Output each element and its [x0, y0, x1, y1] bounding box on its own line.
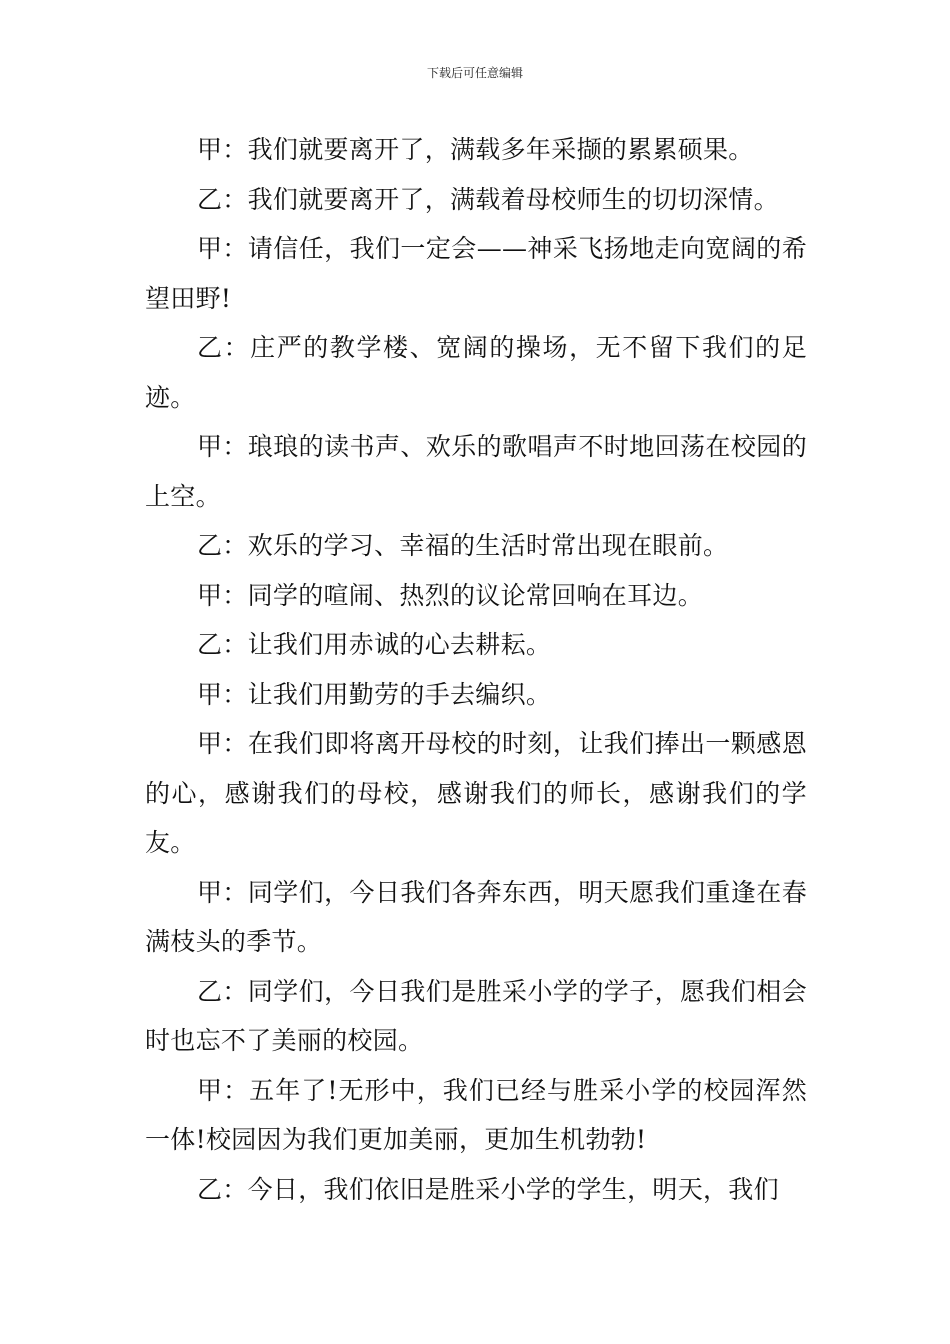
document-body: [145, 125, 807, 1214]
paragraph: 甲：我们就要离开了，满载多年采撷的累累硕果。: [197, 135, 754, 164]
paragraph: 甲：让我们用勤劳的手去编织。: [197, 679, 552, 709]
paragraph: 乙：欢乐的学习、幸福的生活时常出现在眼前。: [197, 531, 729, 560]
paragraph: 甲：在我们即将离开母校的时刻，让我们捧出一颗感恩的心，感谢我们的母校，感谢我们的师长，感谢我们的学友。: [145, 729, 807, 857]
paragraph: 甲：同学们，今日我们各奔东西，明天愿我们重逢在春满枝头的季节。: [145, 877, 807, 956]
paragraph: 乙：今日，我们依旧是胜采小学的学生，明天，我们: [197, 1174, 779, 1204]
paragraph: 乙：同学们，今日我们是胜采小学的学子，愿我们相会时也忘不了美丽的校园。: [145, 976, 807, 1055]
paragraph: 甲：琅琅的读书声、欢乐的歌唱声不时地回荡在校园的上空。: [145, 432, 807, 511]
paragraph: 乙：庄严的教学楼、宽阔的操场，无不留下我们的足迹。: [145, 333, 807, 412]
page-header-note: 下载后可任意编辑: [426, 66, 523, 80]
paragraph: 甲：请信任，我们一定会——神采飞扬地走向宽阔的希望田野!: [145, 234, 807, 313]
paragraph: 乙：让我们用赤诚的心去耕耘。: [197, 630, 552, 659]
paragraph: 甲：五年了!无形中，我们已经与胜采小学的校园浑然一体!校园因为我们更加美丽，更加生机勃勃!: [145, 1075, 807, 1154]
paragraph: 乙：我们就要离开了，满载着母校师生的切切深情。: [197, 184, 779, 214]
paragraph: 甲：同学的喧闹、热烈的议论常回响在耳边。: [197, 580, 704, 610]
